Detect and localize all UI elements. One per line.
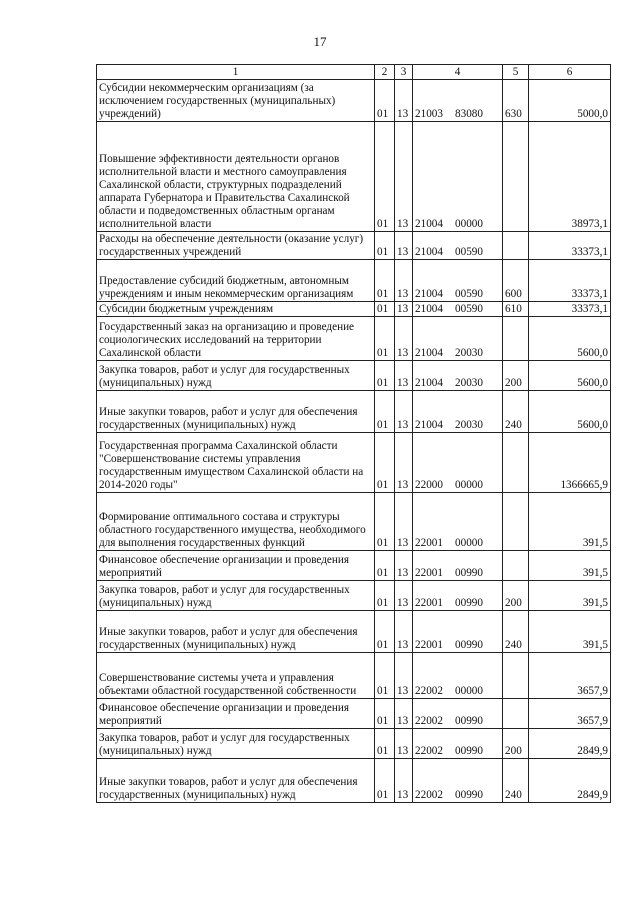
row-name: Финансовое обеспечение организации и проведения мероприятий bbox=[97, 699, 375, 729]
row-subsection-code: 13 bbox=[395, 581, 413, 611]
row-section-code: 01 bbox=[375, 260, 395, 302]
row-expense-type-code bbox=[503, 122, 529, 232]
header-col-4: 4 bbox=[413, 65, 503, 80]
table-row bbox=[97, 317, 611, 361]
row-target-code-direction: 00590 bbox=[455, 246, 483, 258]
row-section-code: 01 bbox=[375, 433, 395, 493]
row-target-code-program: 22002 bbox=[415, 789, 443, 801]
header-col-3: 3 bbox=[395, 65, 413, 80]
row-target-code-direction: 00000 bbox=[455, 479, 483, 491]
row-target-code bbox=[413, 611, 503, 653]
row-subsection-code: 13 bbox=[395, 493, 413, 551]
row-amount: 5600,0 bbox=[529, 317, 611, 361]
header-col-2: 2 bbox=[375, 65, 395, 80]
row-target-code bbox=[413, 433, 503, 493]
table-row bbox=[97, 433, 611, 493]
row-subsection-code: 13 bbox=[395, 611, 413, 653]
table-row bbox=[97, 653, 611, 699]
row-target-code bbox=[413, 391, 503, 433]
row-name: Иные закупки товаров, работ и услуг для обеспечения государственных (муниципальных) нужд bbox=[97, 611, 375, 653]
row-section-code: 01 bbox=[375, 759, 395, 803]
row-subsection-code: 13 bbox=[395, 232, 413, 260]
row-target-code bbox=[413, 493, 503, 551]
row-expense-type-code: 240 bbox=[503, 391, 529, 433]
row-amount: 5600,0 bbox=[529, 361, 611, 391]
row-subsection-code: 13 bbox=[395, 302, 413, 317]
table-row bbox=[97, 260, 611, 302]
row-target-code-direction: 00990 bbox=[455, 715, 483, 727]
header-col-1: 1 bbox=[97, 65, 375, 80]
row-target-code bbox=[413, 581, 503, 611]
row-section-code: 01 bbox=[375, 611, 395, 653]
row-name: Закупка товаров, работ и услуг для государственных (муниципальных) нужд bbox=[97, 729, 375, 759]
row-amount: 5000,0 bbox=[529, 80, 611, 122]
row-subsection-code: 13 bbox=[395, 433, 413, 493]
row-amount: 391,5 bbox=[529, 581, 611, 611]
row-name: Финансовое обеспечение организации и проведения мероприятий bbox=[97, 551, 375, 581]
row-name: Государственный заказ на организацию и проведение социологических исследований на территории Сахалинской области bbox=[97, 317, 375, 361]
row-section-code: 01 bbox=[375, 653, 395, 699]
row-target-code-program: 21004 bbox=[415, 377, 443, 389]
table-row bbox=[97, 122, 611, 232]
row-expense-type-code bbox=[503, 699, 529, 729]
row-target-code-program: 22002 bbox=[415, 715, 443, 727]
row-target-code-program: 21004 bbox=[415, 246, 443, 258]
row-target-code-direction: 00990 bbox=[455, 639, 483, 651]
row-amount: 3657,9 bbox=[529, 653, 611, 699]
row-amount: 38973,1 bbox=[529, 122, 611, 232]
row-expense-type-code: 240 bbox=[503, 759, 529, 803]
row-subsection-code: 13 bbox=[395, 361, 413, 391]
row-section-code: 01 bbox=[375, 80, 395, 122]
header-col-5: 5 bbox=[503, 65, 529, 80]
row-target-code-direction: 00000 bbox=[455, 685, 483, 697]
page-number: 17 bbox=[313, 34, 327, 49]
row-target-code-direction: 00990 bbox=[455, 789, 483, 801]
row-target-code-program: 22000 bbox=[415, 479, 443, 491]
table-row bbox=[97, 493, 611, 551]
table-row bbox=[97, 361, 611, 391]
table-row bbox=[97, 232, 611, 260]
row-expense-type-code bbox=[503, 317, 529, 361]
row-target-code bbox=[413, 653, 503, 699]
row-target-code bbox=[413, 759, 503, 803]
row-expense-type-code: 200 bbox=[503, 361, 529, 391]
row-name: Повышение эффективности деятельности органов исполнительной власти и местного самоуправления Сахалинской области, структурных подразделений аппарата Губернатора и Правительства Сахалинской области и подведомственных областным органам исполнительной власти bbox=[97, 122, 375, 232]
row-expense-type-code: 240 bbox=[503, 611, 529, 653]
row-expense-type-code bbox=[503, 551, 529, 581]
row-expense-type-code bbox=[503, 493, 529, 551]
row-target-code-direction: 20030 bbox=[455, 377, 483, 389]
row-amount: 391,5 bbox=[529, 611, 611, 653]
row-target-code-program: 21004 bbox=[415, 303, 443, 315]
row-name: Расходы на обеспечение деятельности (оказание услуг) государственных учреждений bbox=[97, 232, 375, 260]
row-target-code-program: 21003 bbox=[415, 108, 443, 120]
table-row bbox=[97, 611, 611, 653]
row-subsection-code: 13 bbox=[395, 729, 413, 759]
row-section-code: 01 bbox=[375, 391, 395, 433]
row-target-code-direction: 00990 bbox=[455, 745, 483, 757]
row-target-code bbox=[413, 260, 503, 302]
row-target-code-program: 22002 bbox=[415, 745, 443, 757]
row-target-code bbox=[413, 317, 503, 361]
row-subsection-code: 13 bbox=[395, 80, 413, 122]
table-row bbox=[97, 302, 611, 317]
row-target-code bbox=[413, 699, 503, 729]
row-target-code bbox=[413, 302, 503, 317]
table-row bbox=[97, 699, 611, 729]
row-target-code-program: 22001 bbox=[415, 639, 443, 651]
table-body bbox=[97, 80, 611, 803]
table-row bbox=[97, 80, 611, 122]
row-target-code-program: 21004 bbox=[415, 347, 443, 359]
row-target-code-direction: 00590 bbox=[455, 288, 483, 300]
row-section-code: 01 bbox=[375, 122, 395, 232]
row-target-code bbox=[413, 232, 503, 260]
row-subsection-code: 13 bbox=[395, 391, 413, 433]
row-section-code: 01 bbox=[375, 699, 395, 729]
row-subsection-code: 13 bbox=[395, 759, 413, 803]
row-amount: 33373,1 bbox=[529, 260, 611, 302]
row-subsection-code: 13 bbox=[395, 653, 413, 699]
budget-table bbox=[96, 64, 611, 803]
row-target-code-direction: 20030 bbox=[455, 347, 483, 359]
row-section-code: 01 bbox=[375, 551, 395, 581]
row-target-code bbox=[413, 551, 503, 581]
row-target-code-program: 21004 bbox=[415, 218, 443, 230]
row-target-code bbox=[413, 80, 503, 122]
row-name: Иные закупки товаров, работ и услуг для обеспечения государственных (муниципальных) нужд bbox=[97, 759, 375, 803]
row-amount: 1366665,9 bbox=[529, 433, 611, 493]
row-subsection-code: 13 bbox=[395, 699, 413, 729]
row-name: Субсидии бюджетным учреждениям bbox=[97, 302, 375, 317]
row-name: Субсидии некоммерческим организациям (за исключением государственных (муниципальных) учреждений) bbox=[97, 80, 375, 122]
row-section-code: 01 bbox=[375, 232, 395, 260]
row-target-code-direction: 00000 bbox=[455, 537, 483, 549]
row-target-code-direction: 00000 bbox=[455, 218, 483, 230]
row-amount: 33373,1 bbox=[529, 302, 611, 317]
row-expense-type-code: 200 bbox=[503, 581, 529, 611]
row-target-code-program: 22001 bbox=[415, 597, 443, 609]
row-expense-type-code: 200 bbox=[503, 729, 529, 759]
row-target-code-direction: 00590 bbox=[455, 303, 483, 315]
row-target-code-program: 22002 bbox=[415, 685, 443, 697]
row-target-code bbox=[413, 729, 503, 759]
row-target-code-direction: 00990 bbox=[455, 597, 483, 609]
table-row bbox=[97, 759, 611, 803]
row-target-code-program: 22001 bbox=[415, 567, 443, 579]
row-amount: 391,5 bbox=[529, 493, 611, 551]
row-section-code: 01 bbox=[375, 729, 395, 759]
header-row bbox=[97, 65, 611, 80]
row-expense-type-code bbox=[503, 433, 529, 493]
row-name: Предоставление субсидий бюджетным, автономным учреждениям и иным некоммерческим организациям bbox=[97, 260, 375, 302]
row-expense-type-code bbox=[503, 653, 529, 699]
row-name: Закупка товаров, работ и услуг для государственных (муниципальных) нужд bbox=[97, 581, 375, 611]
row-name: Закупка товаров, работ и услуг для государственных (муниципальных) нужд bbox=[97, 361, 375, 391]
row-target-code-program: 22001 bbox=[415, 537, 443, 549]
row-subsection-code: 13 bbox=[395, 260, 413, 302]
row-target-code-program: 21004 bbox=[415, 288, 443, 300]
row-name: Формирование оптимального состава и структуры областного государственного имущества, необходимого для выполнения государственных функций bbox=[97, 493, 375, 551]
header-col-6: 6 bbox=[529, 65, 611, 80]
row-section-code: 01 bbox=[375, 581, 395, 611]
row-target-code-direction: 83080 bbox=[455, 108, 483, 120]
table-row bbox=[97, 391, 611, 433]
row-expense-type-code: 610 bbox=[503, 302, 529, 317]
row-expense-type-code bbox=[503, 232, 529, 260]
row-name: Совершенствование системы учета и управления объектами областной государственной собственности bbox=[97, 653, 375, 699]
row-amount: 2849,9 bbox=[529, 759, 611, 803]
row-name: Иные закупки товаров, работ и услуг для обеспечения государственных (муниципальных) нужд bbox=[97, 391, 375, 433]
row-target-code-direction: 20030 bbox=[455, 419, 483, 431]
row-section-code: 01 bbox=[375, 493, 395, 551]
table-row bbox=[97, 729, 611, 759]
row-amount: 391,5 bbox=[529, 551, 611, 581]
row-section-code: 01 bbox=[375, 302, 395, 317]
row-amount: 33373,1 bbox=[529, 232, 611, 260]
row-section-code: 01 bbox=[375, 317, 395, 361]
row-name: Государственная программа Сахалинской области "Совершенствование системы управления государственным имуществом Сахалинской области на 2014-2020 годы" bbox=[97, 433, 375, 493]
row-amount: 3657,9 bbox=[529, 699, 611, 729]
row-amount: 2849,9 bbox=[529, 729, 611, 759]
row-target-code-program: 21004 bbox=[415, 419, 443, 431]
row-amount: 5600,0 bbox=[529, 391, 611, 433]
row-expense-type-code: 600 bbox=[503, 260, 529, 302]
table-row bbox=[97, 551, 611, 581]
row-subsection-code: 13 bbox=[395, 122, 413, 232]
row-expense-type-code: 630 bbox=[503, 80, 529, 122]
row-subsection-code: 13 bbox=[395, 317, 413, 361]
row-subsection-code: 13 bbox=[395, 551, 413, 581]
row-target-code-direction: 00990 bbox=[455, 567, 483, 579]
row-target-code bbox=[413, 122, 503, 232]
row-target-code bbox=[413, 361, 503, 391]
row-section-code: 01 bbox=[375, 361, 395, 391]
table-row bbox=[97, 581, 611, 611]
